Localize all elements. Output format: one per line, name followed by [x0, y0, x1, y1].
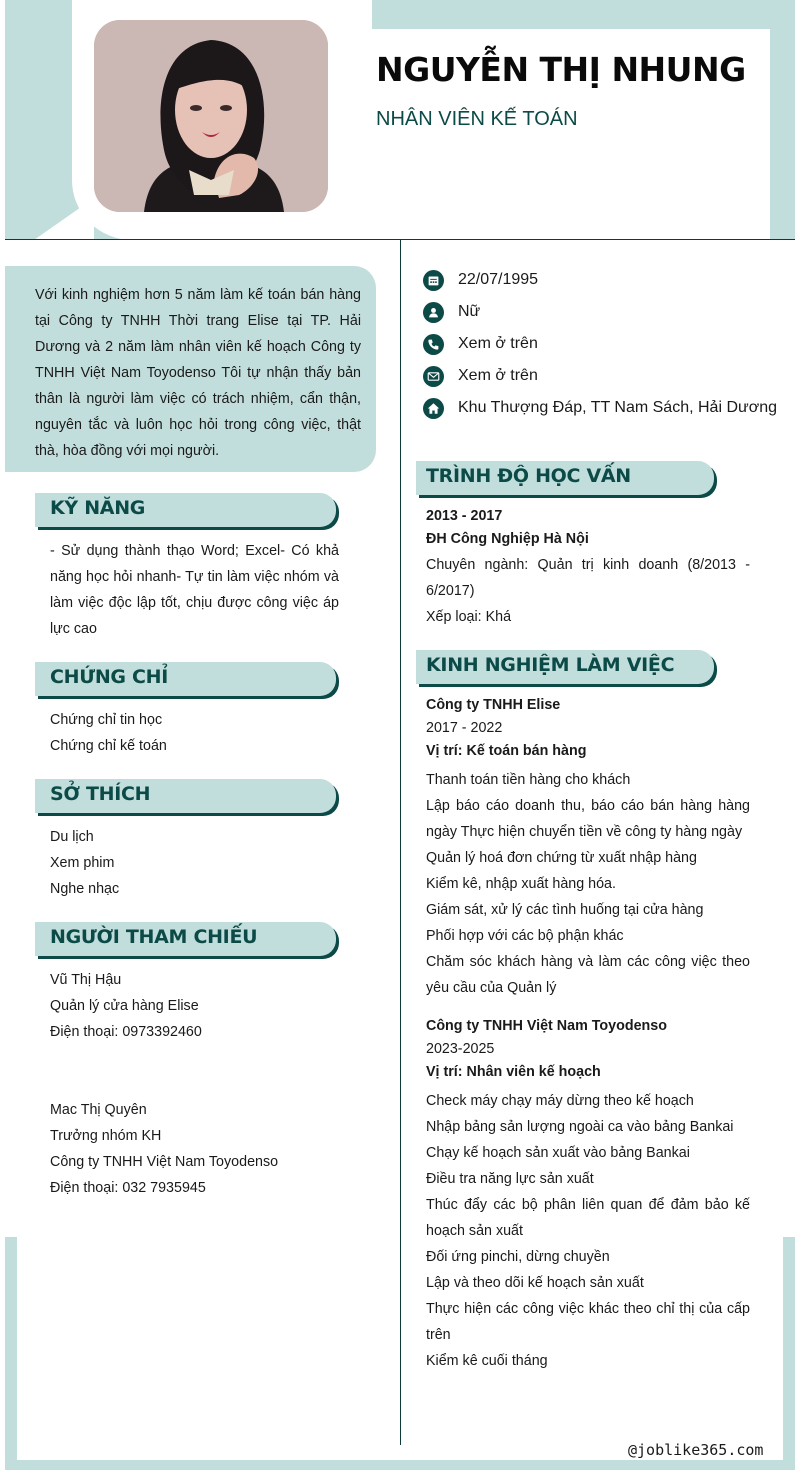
hobbies-list [50, 824, 119, 902]
reference-name: Mac Thị Quyên [50, 1102, 147, 1118]
hobby-item: Nghe nhạc [50, 881, 120, 897]
job-period: 2023-2025 [426, 1041, 495, 1057]
reference-role: Trưởng nhóm KH [50, 1128, 162, 1144]
duty-item: Lập báo cáo doanh thu, báo cáo bán hàng hàng ngày Thực hiện chuyển tiền về công ty hàng ngày [426, 798, 750, 840]
footer-watermark[interactable]: @joblike365.com [628, 1441, 764, 1459]
duty-item: Chạy kế hoạch sản xuất vào bảng Bankai [426, 1145, 690, 1161]
education-block [426, 505, 750, 551]
job-2-header [426, 1015, 667, 1084]
skills-heading [35, 493, 336, 527]
duty-item: Quản lý hoá đơn chứng từ xuất nhập hàng [426, 850, 697, 866]
contact-address [423, 392, 777, 424]
gender-text: Nữ [458, 303, 481, 320]
reference-role: Quản lý cửa hàng Elise [50, 998, 199, 1014]
duty-item: Phối hợp với các bộ phận khác [426, 928, 624, 944]
reference-phone: Điện thoại: 0973392460 [50, 1024, 202, 1040]
contact-list [423, 264, 777, 424]
duty-item: Giám sát, xử lý các tình huống tại cửa hàng [426, 902, 704, 918]
contact-phone [423, 328, 777, 360]
education-school: ĐH Công Nghiệp Hà Nội [426, 531, 589, 547]
references-heading-text: NGƯỜI THAM CHIẾU [50, 926, 258, 948]
education-heading-text: TRÌNH ĐỘ HỌC VẤN [426, 465, 631, 487]
duty-item: Nhập bảng sản lượng ngoài ca vào bảng Bankai [426, 1119, 734, 1135]
duty-item: Thực hiện các công việc khác theo chỉ thị của cấp trên [426, 1301, 750, 1343]
job-2-duties [426, 1088, 750, 1374]
reference-company: Công ty TNHH Việt Nam Toyodenso [50, 1154, 279, 1170]
duty-item: Lập và theo dõi kế hoạch sản xuất [426, 1275, 644, 1291]
duty-item: Kiểm kê cuối tháng [426, 1353, 548, 1369]
user-icon [423, 302, 444, 323]
contact-birthday [423, 264, 777, 296]
reference-1 [50, 967, 202, 1045]
reference-phone: Điện thoại: 032 7935945 [50, 1180, 206, 1196]
job-position: Vị trí: Kế toán bán hàng [426, 743, 587, 759]
education-major: Chuyên ngành: Quản trị kinh doanh (8/2013 - 6/2017) [426, 557, 750, 599]
experience-heading-text: KINH NGHIỆM LÀM VIỆC [426, 654, 675, 676]
education-grade: Xếp loại: Khá [426, 609, 512, 625]
phone-text: Xem ở trên [458, 335, 538, 352]
certificates-list [50, 707, 167, 759]
candidate-name: NGUYỄN THỊ NHUNG [376, 50, 746, 89]
column-divider-lower [400, 1237, 401, 1445]
contact-email [423, 360, 777, 392]
duty-item: Kiểm kê, nhập xuất hàng hóa. [426, 876, 616, 892]
references-heading [35, 922, 336, 956]
certificates-heading [35, 662, 336, 696]
hobbies-heading [35, 779, 336, 813]
hobby-item: Du lịch [50, 829, 94, 845]
calendar-icon [423, 270, 444, 291]
address-text: Khu Thượng Đáp, TT Nam Sách, Hải Dương [458, 399, 777, 416]
job-1-header [426, 694, 586, 763]
profile-photo [94, 20, 328, 212]
job-position: Vị trí: Nhân viên kế hoạch [426, 1064, 601, 1080]
education-heading [416, 461, 714, 495]
email-text: Xem ở trên [458, 367, 538, 384]
duty-item: Thúc đẩy các bộ phân liên quan để đảm bảo kế hoạch sản xuất [426, 1197, 750, 1239]
certificate-item: Chứng chỉ tin học [50, 712, 163, 728]
duty-item: Chăm sóc khách hàng và làm các công việc theo yêu cầu của Quản lý [426, 954, 750, 996]
job-period: 2017 - 2022 [426, 720, 503, 736]
education-years: 2013 - 2017 [426, 508, 503, 524]
home-icon [423, 398, 444, 419]
duty-item: Thanh toán tiền hàng cho khách [426, 772, 631, 788]
duty-item: Điều tra năng lực sản xuất [426, 1171, 594, 1187]
contact-gender [423, 296, 777, 328]
skills-heading-text: KỸ NĂNG [50, 497, 146, 519]
hobby-item: Xem phim [50, 855, 115, 871]
certificate-item: Chứng chỉ kế toán [50, 738, 167, 754]
reference-2 [50, 1097, 278, 1201]
reference-name: Vũ Thị Hậu [50, 972, 122, 988]
job-company: Công ty TNHH Elise [426, 697, 561, 713]
job-title: NHÂN VIÊN KẾ TOÁN [376, 108, 578, 130]
certificates-heading-text: CHỨNG CHỈ [50, 666, 169, 688]
duty-item: Check máy chạy máy dừng theo kế hoạch [426, 1093, 694, 1109]
phone-icon [423, 334, 444, 355]
hobbies-heading-text: SỞ THÍCH [50, 783, 151, 805]
mail-icon [423, 366, 444, 387]
job-1-duties [426, 767, 750, 1001]
summary-text: Với kinh nghiệm hơn 5 năm làm kế toán bán hàng tại Công ty TNHH Thời trang Elise tại TP. Hải Dương và 2 năm làm nhân viên kế hoạch Công ty TNHH Việt Nam Toyodenso Tôi tự nhận thấy bản thân là người làm việc có trách nhiệm, cẩn thận, nguyên tắc và luôn học hỏi trong công việc, thật thà, hòa đồng với mọi người. [35, 287, 361, 459]
experience-heading [416, 650, 714, 684]
skills-text: - Sử dụng thành thạo Word; Excel- Có khả năng học hỏi nhanh- Tự tin làm việc nhóm và làm việc độc lập tốt, chịu được công việc áp lực cao [50, 543, 339, 637]
birthday-text: 22/07/1995 [458, 271, 539, 288]
job-company: Công ty TNHH Việt Nam Toyodenso [426, 1018, 667, 1034]
duty-item: Đối ứng pinchi, dừng chuyền [426, 1249, 610, 1265]
